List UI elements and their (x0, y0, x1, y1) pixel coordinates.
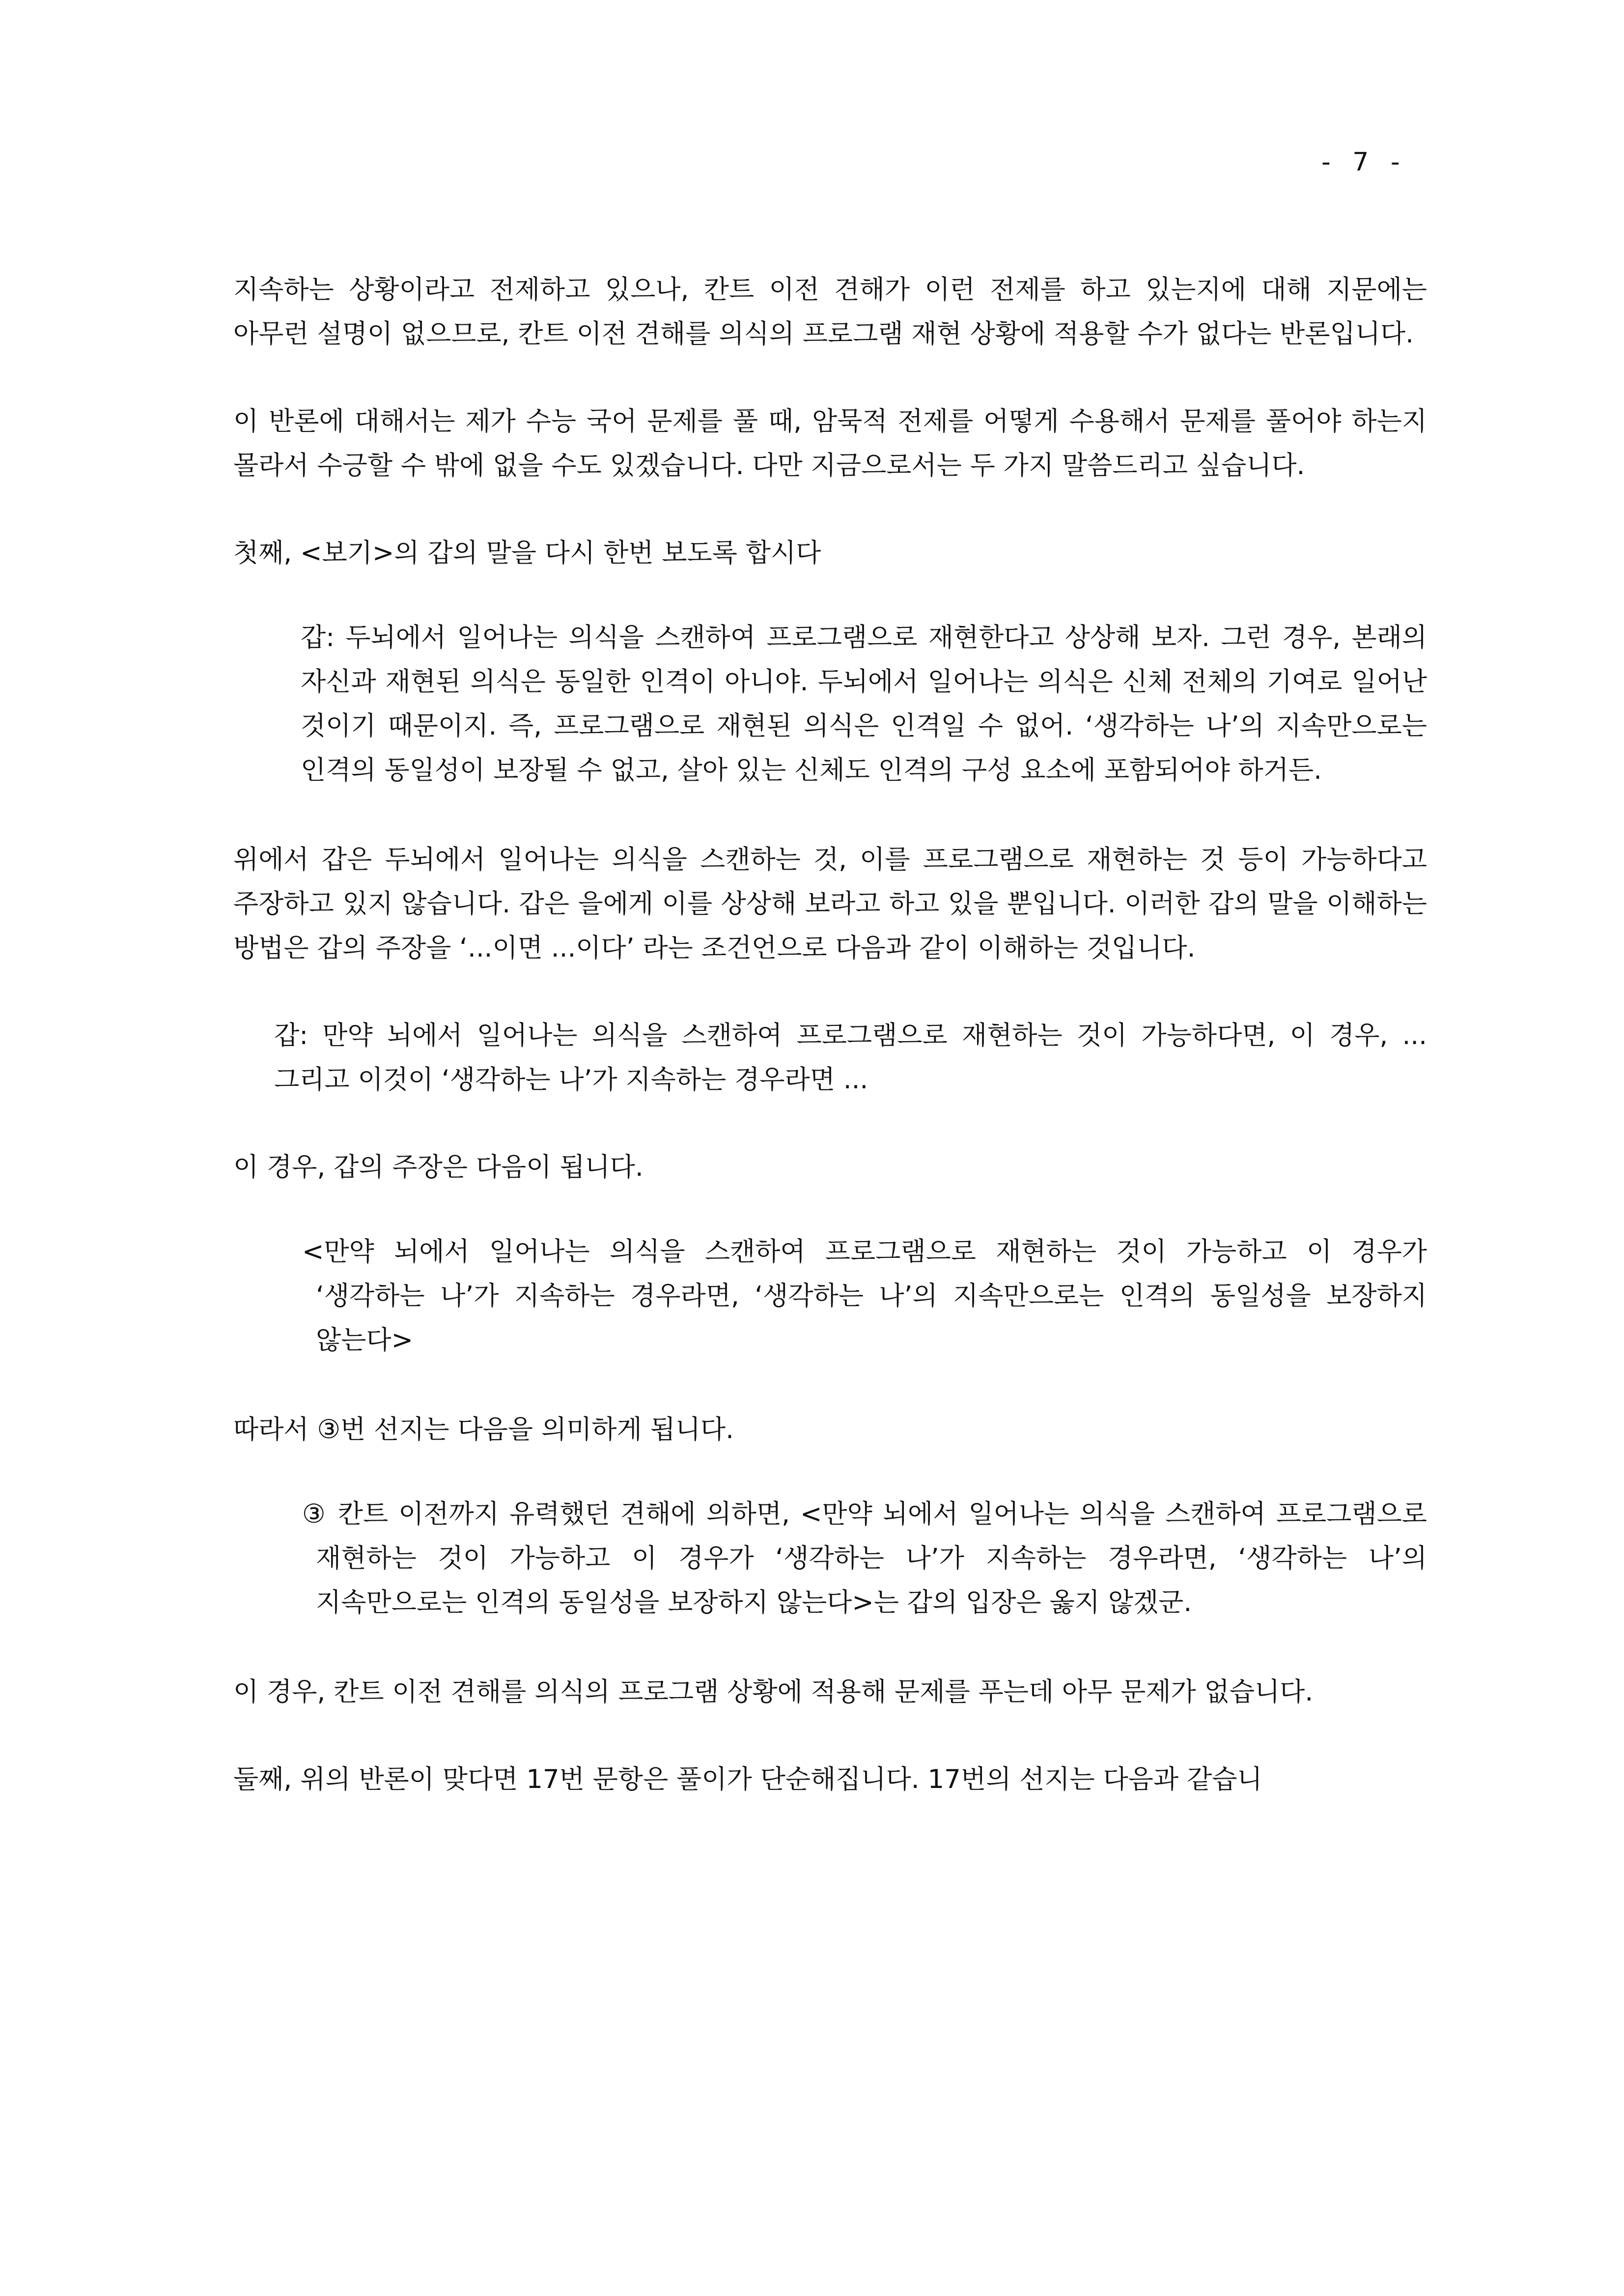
paragraph-first-point: 첫째, <보기>의 갑의 말을 다시 한번 보도록 합시다 (233, 538, 821, 568)
paragraph-gap-claim-intro: 이 경우, 갑의 주장은 다음이 됩니다. (233, 1152, 644, 1182)
quote-gap-conditional: 갑: 만약 뇌에서 일어나는 의식을 스캔하여 프로그램으로 재현하는 것이 가능하다면, 이 경우, ... 그리고 이것이 ‘생각하는 나’가 지속하는 경우라면 ... (274, 1020, 1427, 1095)
quote-gap-claim: <만약 뇌에서 일어나는 의식을 스캔하여 프로그램으로 재현하는 것이 가능하고 이 경우가 ‘생각하는 나’가 지속하는 경우라면, ‘생각하는 나’의 지속만으로는 인격의 동일성을 보장하지 않는다> (302, 1237, 1427, 1355)
quote-option-3: ③ 칸트 이전까지 유력했던 견해에 의하면, <만약 뇌에서 일어나는 의식을 스캔하여 프로그램으로 재현하는 것이 가능하고 이 경우가 ‘생각하는 나’가 지속하는 경우라면, ‘생각하는 나’의 지속만으로는 인격의 동일성을 보장하지 않는다>는 갑의 입장은 옳지 않겠군. (302, 1499, 1427, 1617)
paragraph-interpretation: 위에서 갑은 두뇌에서 일어나는 의식을 스캔하는 것, 이를 프로그램으로 재현하는 것 등이 가능하다고 주장하고 있지 않습니다. 갑은 을에게 이를 상상해 보라고 하고 있을 뿐입니다. 이러한 갑의 말을 이해하는 방법은 갑의 주장을 ‘...이면 ...이다’ 라는 조건언으로 다음과 같이 이해하는 것입니다. (233, 845, 1427, 963)
quote-gap-original: 갑: 두뇌에서 일어나는 의식을 스캔하여 프로그램으로 재현한다고 상상해 보자. 그런 경우, 본래의 자신과 재현된 의식은 동일한 인격이 아니야. 두뇌에서 일어나는 의식은 신체 전체의 기여로 일어난 것이기 때문이지. 즉, 프로그램으로 재현된 의식은 인격일 수 없어. ‘생각하는 나’의 지속만으로는 인격의 동일성이 보장될 수 없고, 살아 있는 신체도 인격의 구성 요소에 포함되어야 하거든. (301, 623, 1427, 785)
document-body (233, 268, 1427, 1845)
paragraph-option-3-intro: 따라서 ③번 선지는 다음을 의미하게 됩니다. (233, 1415, 734, 1445)
paragraph-response-intro: 이 반론에 대해서는 제가 수능 국어 문제를 풀 때, 암묵적 전제를 어떻게 수용해서 문제를 풀어야 하는지 몰라서 수긍할 수 밖에 없을 수도 있겠습니다. 다만 지금으로서는 두 가지 말씀드리고 싶습니다. (233, 406, 1427, 481)
page-number: - 7 - (1321, 147, 1407, 177)
paragraph-conclusion-first: 이 경우, 칸트 이전 견해를 의식의 프로그램 상황에 적용해 문제를 푸는데 아무 문제가 없습니다. (233, 1677, 1314, 1707)
paragraph-rebuttal-summary: 지속하는 상황이라고 전제하고 있으나, 칸트 이전 견해가 이런 전제를 하고 있는지에 대해 지문에는 아무런 설명이 없으므로, 칸트 이전 견해를 의식의 프로그램 재현 상황에 적용할 수가 없다는 반론입니다. (233, 275, 1427, 349)
paragraph-second-point: 둘째, 위의 반론이 맞다면 17번 문항은 풀이가 단순해집니다. 17번의 선지는 다음과 같습니 (233, 1764, 1262, 1794)
